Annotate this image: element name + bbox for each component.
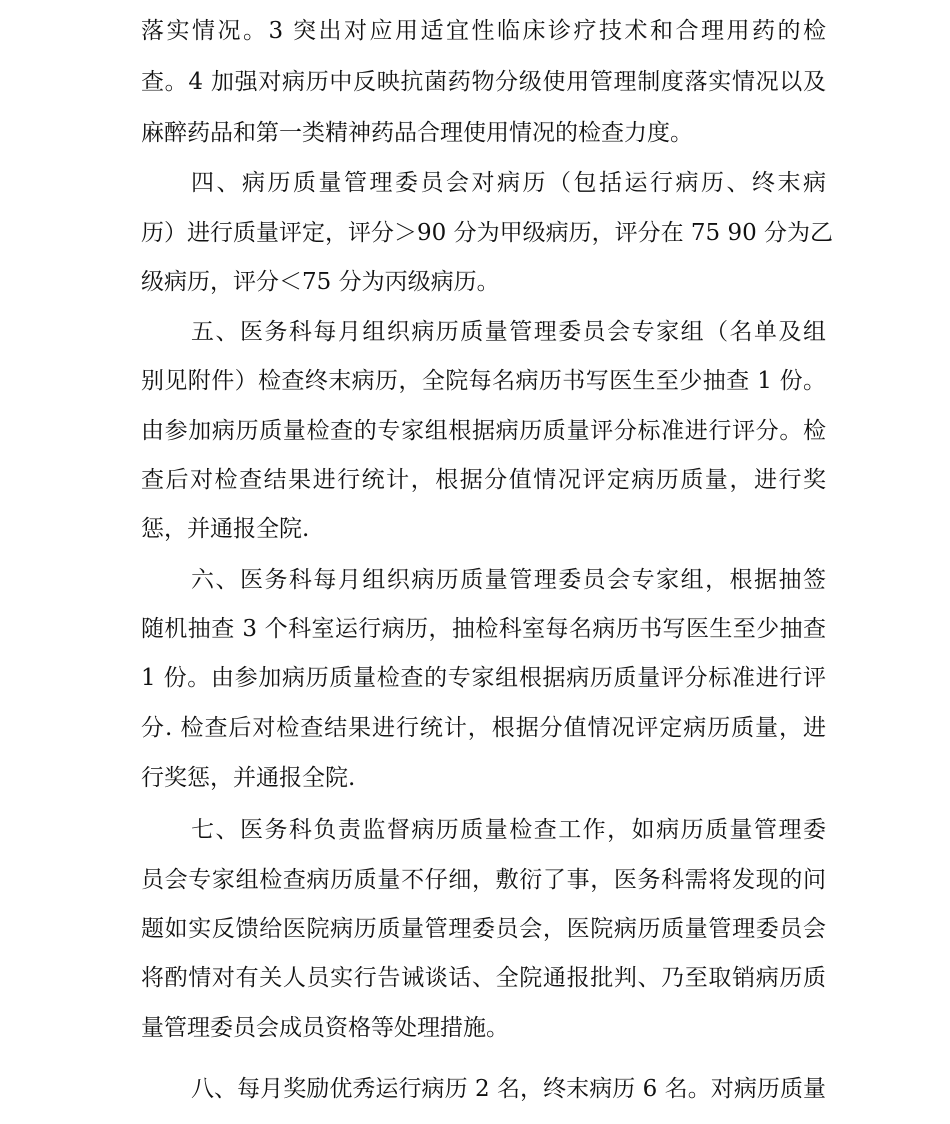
text-line: 1 份。由参加病历质量检查的专家组根据病历质量评分标准进行评	[141, 665, 826, 691]
text-line: 麻醉药品和第一类精神药品合理使用情况的检查力度。	[141, 120, 693, 146]
text-line: 级病历，评分＜75 分为丙级病历。	[141, 269, 500, 295]
paragraph-first-line: 六、医务科每月组织病历质量管理委员会专家组，根据抽签	[191, 567, 826, 593]
text-line: 查。4 加强对病历中反映抗菌药物分级使用管理制度落实情况以及	[141, 69, 826, 95]
text-line: 查后对检查结果进行统计，根据分值情况评定病历质量，进行奖	[141, 467, 826, 493]
text-line: 分. 检查后对检查结果进行统计，根据分值情况评定病历质量，进	[141, 715, 826, 741]
paragraph-first-line: 七、医务科负责监督病历质量检查工作，如病历质量管理委	[191, 817, 826, 843]
text-line: 由参加病历质量检查的专家组根据病历质量评分标准进行评分。检	[141, 418, 826, 444]
text-line: 量管理委员会成员资格等处理措施。	[141, 1015, 509, 1041]
text-line: 惩，并通报全院.	[141, 516, 310, 542]
paragraph-first-line: 八、每月奖励优秀运行病历 2 名，终末病历 6 名。对病历质量	[191, 1076, 826, 1102]
text-line: 历）进行质量评定，评分＞90 分为甲级病历，评分在 75 90 分为乙	[141, 220, 834, 246]
text-line: 行奖惩，并通报全院.	[141, 765, 356, 791]
paragraph-first-line: 四、病历质量管理委员会对病历（包括运行病历、终末病	[191, 170, 826, 196]
text-line: 将酌情对有关人员实行告诫谈话、全院通报批判、乃至取销病历质	[141, 965, 826, 991]
text-line: 题如实反馈给医院病历质量管理委员会，医院病历质量管理委员会	[141, 916, 826, 942]
text-line: 别见附件）检查终末病历，全院每名病历书写医生至少抽查 1 份。	[141, 368, 826, 394]
paragraph-first-line: 五、医务科每月组织病历质量管理委员会专家组（名单及组	[191, 319, 826, 345]
text-line: 落实情况。3 突出对应用适宜性临床诊疗技术和合理用药的检	[141, 18, 826, 44]
text-line: 员会专家组检查病历质量不仔细，敷衍了事，医务科需将发现的问	[141, 867, 826, 893]
text-line: 随机抽查 3 个科室运行病历，抽检科室每名病历书写医生至少抽查	[141, 616, 826, 642]
